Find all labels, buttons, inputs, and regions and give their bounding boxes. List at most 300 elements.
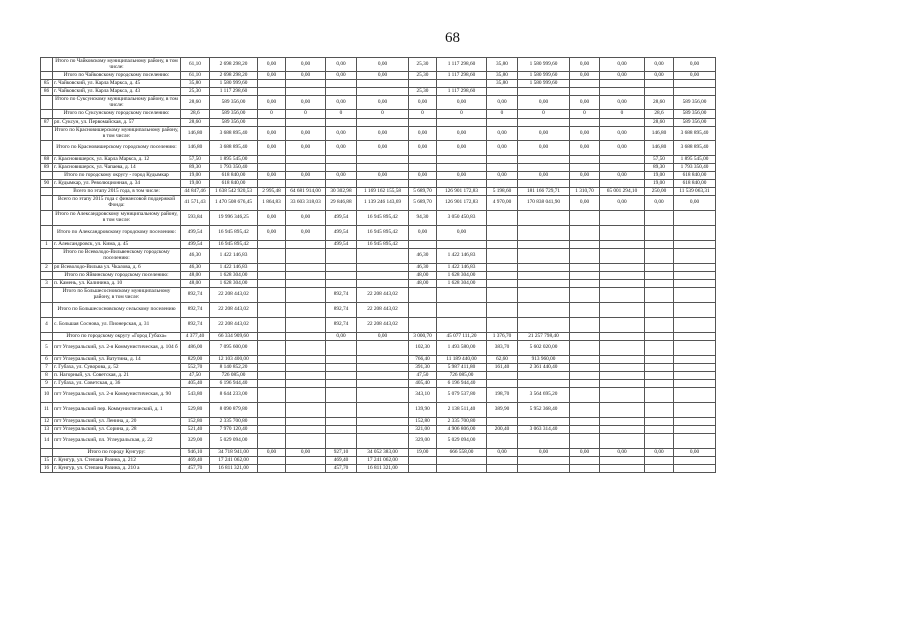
value-cell <box>326 364 357 372</box>
value-cell <box>570 418 600 426</box>
value-cell: 1 422 146,83 <box>437 264 487 272</box>
table-row <box>41 457 716 465</box>
value-cell: 3 688 895,40 <box>210 127 258 141</box>
value-cell: 0,00 <box>518 127 570 141</box>
value-cell <box>357 341 409 356</box>
value-cell: 3 063 314,40 <box>518 426 570 434</box>
value-cell: 0,00 <box>570 172 600 180</box>
value-cell: 589 356,00 <box>674 110 716 119</box>
table-row <box>41 72 716 80</box>
table-row <box>41 226 716 241</box>
address-cell: пгт Углеуральский, ул. Сорина, д. 28 <box>53 426 181 434</box>
value-cell: 0,00 <box>518 96 570 110</box>
value-cell <box>570 388 600 403</box>
value-cell: 48,00 <box>409 272 437 280</box>
value-cell: 25,30 <box>409 72 437 80</box>
value-cell <box>600 211 645 226</box>
value-cell <box>357 372 409 380</box>
value-cell: 0,00 <box>645 72 674 80</box>
value-cell: 2 698 298,20 <box>210 72 258 80</box>
value-cell <box>286 434 326 449</box>
value-cell <box>518 226 570 241</box>
value-cell <box>326 418 357 426</box>
value-cell: 44 847,46 <box>181 188 210 196</box>
row-number-cell: 14 <box>41 434 53 449</box>
value-cell: 5 079 537,80 <box>437 388 487 403</box>
row-number-cell: 87 <box>41 119 53 127</box>
value-cell: 47,50 <box>181 372 210 380</box>
table-row <box>41 172 716 180</box>
value-cell: 0,00 <box>286 172 326 180</box>
value-cell: 5 029 094,00 <box>210 434 258 449</box>
value-cell <box>326 156 357 164</box>
value-cell <box>487 418 518 426</box>
value-cell: 0,00 <box>258 127 286 141</box>
value-cell <box>326 426 357 434</box>
value-cell: 0,00 <box>286 72 326 80</box>
value-cell: 0,00 <box>286 96 326 110</box>
value-cell <box>600 180 645 188</box>
value-cell <box>286 364 326 372</box>
value-cell: 19,00 <box>645 180 674 188</box>
value-cell <box>487 180 518 188</box>
value-cell: 1 422 146,83 <box>210 249 258 264</box>
value-cell <box>258 272 286 280</box>
value-cell <box>326 264 357 272</box>
value-cell: 329,00 <box>181 434 210 449</box>
value-cell <box>437 180 487 188</box>
value-cell <box>570 119 600 127</box>
value-cell <box>674 288 716 303</box>
value-cell: 589 356,00 <box>210 110 258 119</box>
value-cell: 0,00 <box>600 127 645 141</box>
row-number-cell <box>41 226 53 241</box>
value-cell <box>674 88 716 96</box>
value-cell <box>645 380 674 388</box>
row-number-cell: 89 <box>41 164 53 172</box>
row-number-cell: 11 <box>41 403 53 418</box>
value-cell: 618 840,00 <box>674 172 716 180</box>
value-cell <box>286 264 326 272</box>
value-cell: 66 334 909,60 <box>210 333 258 341</box>
value-cell <box>286 333 326 341</box>
row-number-cell: 86 <box>41 88 53 96</box>
value-cell: 1 895 545,00 <box>210 156 258 164</box>
value-cell: 250,00 <box>645 188 674 196</box>
value-cell: 0,00 <box>645 449 674 457</box>
table-row <box>41 249 716 264</box>
value-cell: 0,00 <box>357 333 409 341</box>
address-cell: г. Губаха, ул. Советская, д. 36 <box>53 380 181 388</box>
value-cell: 1 493 580,00 <box>437 341 487 356</box>
value-cell <box>674 318 716 333</box>
value-cell: 892,74 <box>181 288 210 303</box>
value-cell <box>570 465 600 473</box>
value-cell <box>286 457 326 465</box>
address-cell: Итого по Суксунскому муниципальному району, в том числе: <box>53 96 181 110</box>
value-cell <box>570 364 600 372</box>
value-cell: 25,30 <box>409 58 437 72</box>
value-cell: 25,30 <box>409 88 437 96</box>
row-number-cell: 16 <box>41 465 53 473</box>
address-cell: Итого по Большесосновскому сельскому поселению <box>53 303 181 318</box>
value-cell <box>487 288 518 303</box>
value-cell <box>674 364 716 372</box>
value-cell <box>357 80 409 88</box>
value-cell: 1 628 304,00 <box>210 272 258 280</box>
value-cell <box>258 180 286 188</box>
value-cell: 5 987 411,80 <box>437 364 487 372</box>
table-row <box>41 434 716 449</box>
table-row <box>41 318 716 333</box>
value-cell <box>674 226 716 241</box>
value-cell: 2 335 700,80 <box>437 418 487 426</box>
value-cell: 89,30 <box>181 164 210 172</box>
value-cell: 0,00 <box>570 58 600 72</box>
row-number-cell <box>41 272 53 280</box>
value-cell <box>326 180 357 188</box>
value-cell: 1 376,70 <box>487 333 518 341</box>
value-cell: 17 241 062,00 <box>210 457 258 465</box>
value-cell <box>357 249 409 264</box>
value-cell <box>645 356 674 364</box>
value-cell <box>600 341 645 356</box>
row-number-cell <box>41 211 53 226</box>
value-cell <box>286 280 326 288</box>
value-cell: 19,00 <box>409 449 437 457</box>
value-cell: 766,40 <box>409 356 437 364</box>
value-cell <box>645 88 674 96</box>
value-cell: 0,00 <box>326 127 357 141</box>
value-cell: 1 117 298,60 <box>437 58 487 72</box>
address-cell: г. Губаха, ул. Суворова, д. 52 <box>53 364 181 372</box>
value-cell <box>258 333 286 341</box>
table-row <box>41 380 716 388</box>
value-cell <box>258 380 286 388</box>
address-cell: г. Чайковский, ул. Карла Маркса, д. 45 <box>53 80 181 88</box>
value-cell: 0,00 <box>357 58 409 72</box>
value-cell <box>357 388 409 403</box>
address-cell: Всего по этапу 2015 года, в том числе: <box>53 188 181 196</box>
value-cell <box>286 164 326 172</box>
value-cell <box>286 418 326 426</box>
value-cell: 1 895 545,00 <box>674 156 716 164</box>
value-cell: 5 952 368,40 <box>518 403 570 418</box>
value-cell: 0,00 <box>357 141 409 156</box>
value-cell <box>487 272 518 280</box>
value-cell <box>645 288 674 303</box>
value-cell <box>600 318 645 333</box>
value-cell: 62,60 <box>487 356 518 364</box>
value-cell: 321,00 <box>409 426 437 434</box>
value-cell: 2 698 298,20 <box>210 58 258 72</box>
value-cell: 0,00 <box>357 72 409 80</box>
value-cell: 6 196 944,40 <box>437 380 487 388</box>
value-cell: 57,50 <box>645 156 674 164</box>
value-cell: 0,00 <box>570 96 600 110</box>
value-cell <box>357 418 409 426</box>
value-cell: 161,40 <box>487 364 518 372</box>
value-cell <box>487 226 518 241</box>
value-cell: 198,70 <box>487 388 518 403</box>
value-cell: 0,00 <box>645 196 674 211</box>
value-cell <box>600 426 645 434</box>
value-cell: 589 356,00 <box>210 119 258 127</box>
value-cell <box>286 303 326 318</box>
value-cell <box>357 434 409 449</box>
value-cell: 499,54 <box>326 211 357 226</box>
value-cell: 0,00 <box>286 58 326 72</box>
row-number-cell: 13 <box>41 426 53 434</box>
value-cell: 1 310,70 <box>570 188 600 196</box>
value-cell <box>674 372 716 380</box>
value-cell <box>487 249 518 264</box>
value-cell: 499,54 <box>326 241 357 249</box>
value-cell <box>674 249 716 264</box>
value-cell <box>674 341 716 356</box>
table-row <box>41 141 716 156</box>
value-cell <box>258 364 286 372</box>
value-cell <box>437 241 487 249</box>
value-cell <box>645 372 674 380</box>
value-cell: 892,74 <box>326 318 357 333</box>
address-cell: Итого по городскому округу - город Кудымкар <box>53 172 181 180</box>
value-cell: 200,40 <box>487 426 518 434</box>
value-cell <box>570 303 600 318</box>
value-cell <box>518 272 570 280</box>
value-cell: 0,00 <box>674 449 716 457</box>
table-row <box>41 80 716 88</box>
value-cell <box>600 119 645 127</box>
row-number-cell <box>41 188 53 196</box>
value-cell: 469,40 <box>181 457 210 465</box>
value-cell <box>357 264 409 272</box>
value-cell <box>645 434 674 449</box>
value-cell: 0,00 <box>409 226 437 241</box>
value-cell <box>258 426 286 434</box>
value-cell <box>487 318 518 333</box>
value-cell <box>286 341 326 356</box>
value-cell: 0,00 <box>437 127 487 141</box>
value-cell <box>600 380 645 388</box>
row-number-cell <box>41 333 53 341</box>
value-cell <box>570 341 600 356</box>
value-cell <box>326 388 357 403</box>
value-cell <box>674 418 716 426</box>
value-cell: 5 602 020,00 <box>518 341 570 356</box>
value-cell: 389,90 <box>487 403 518 418</box>
value-cell: 0 <box>487 110 518 119</box>
value-cell: 22 208 443,02 <box>210 303 258 318</box>
value-cell <box>286 403 326 418</box>
value-cell <box>326 372 357 380</box>
value-cell: 19,00 <box>645 172 674 180</box>
value-cell: 1 864,83 <box>258 196 286 211</box>
value-cell <box>286 156 326 164</box>
value-cell: 383,70 <box>487 341 518 356</box>
row-number-cell: 9 <box>41 380 53 388</box>
row-number-cell: 10 <box>41 388 53 403</box>
value-cell: 666 558,00 <box>437 449 487 457</box>
value-cell: 48,00 <box>181 272 210 280</box>
value-cell: 1 422 146,83 <box>437 249 487 264</box>
value-cell: 1 117 298,60 <box>210 88 258 96</box>
value-cell <box>258 241 286 249</box>
value-cell <box>357 403 409 418</box>
value-cell <box>258 303 286 318</box>
value-cell <box>487 164 518 172</box>
value-cell <box>570 88 600 96</box>
value-cell: 22 208 443,02 <box>357 288 409 303</box>
value-cell: 0,00 <box>326 72 357 80</box>
value-cell: 0 <box>286 110 326 119</box>
value-cell <box>258 418 286 426</box>
value-cell <box>570 434 600 449</box>
table-row <box>41 264 716 272</box>
value-cell: 0,00 <box>487 141 518 156</box>
value-cell <box>258 280 286 288</box>
value-cell <box>326 164 357 172</box>
value-cell: 892,74 <box>326 303 357 318</box>
value-cell <box>487 211 518 226</box>
value-cell: 0,00 <box>286 449 326 457</box>
row-number-cell <box>41 449 53 457</box>
value-cell <box>518 288 570 303</box>
table-row <box>41 372 716 380</box>
value-cell: 0,00 <box>409 127 437 141</box>
address-cell: пгт Углеуральский, ул. 2-я Коммунистическая, д. 104 б <box>53 341 181 356</box>
value-cell <box>645 211 674 226</box>
address-cell: г. Чайковский, ул. Карла Маркса, д. 43 <box>53 88 181 96</box>
value-cell <box>518 457 570 465</box>
value-cell <box>487 303 518 318</box>
value-cell: 152,80 <box>181 418 210 426</box>
value-cell <box>600 356 645 364</box>
value-cell <box>674 211 716 226</box>
value-cell: 618 840,00 <box>210 180 258 188</box>
value-cell: 552,70 <box>181 364 210 372</box>
value-cell: 0,00 <box>570 127 600 141</box>
value-cell <box>645 364 674 372</box>
value-cell: 5 198,60 <box>487 188 518 196</box>
value-cell: 0,00 <box>357 96 409 110</box>
value-cell <box>570 457 600 465</box>
row-number-cell: 6 <box>41 356 53 364</box>
table-row <box>41 119 716 127</box>
value-cell: 4 970,00 <box>487 196 518 211</box>
value-cell: 913 960,00 <box>518 356 570 364</box>
value-cell: 391,30 <box>409 364 437 372</box>
value-cell: 41 571,43 <box>181 196 210 211</box>
value-cell: 146,80 <box>645 141 674 156</box>
value-cell: 34 718 941,00 <box>210 449 258 457</box>
address-cell: Итого по Большесосновскому муниципальному району, в том числе: <box>53 288 181 303</box>
value-cell <box>437 457 487 465</box>
value-cell <box>357 180 409 188</box>
value-cell: 3 564 695,20 <box>518 388 570 403</box>
value-cell <box>518 380 570 388</box>
value-cell: 0,00 <box>570 72 600 80</box>
value-cell: 0,00 <box>674 72 716 80</box>
value-cell <box>645 418 674 426</box>
address-cell: рп. Суксун, ул. Первомайская, д. 57 <box>53 119 181 127</box>
value-cell <box>518 372 570 380</box>
value-cell <box>645 249 674 264</box>
value-cell: 22 208 443,02 <box>210 318 258 333</box>
value-cell: 0,00 <box>258 58 286 72</box>
value-cell: 0,00 <box>600 196 645 211</box>
address-cell: Итого по Красновишерскому городскому поселению: <box>53 141 181 156</box>
value-cell: 1 117 298,60 <box>437 72 487 80</box>
value-cell: 89,30 <box>645 164 674 172</box>
value-cell <box>258 388 286 403</box>
value-cell <box>600 434 645 449</box>
value-cell <box>645 457 674 465</box>
value-cell <box>600 333 645 341</box>
value-cell: 405,40 <box>409 380 437 388</box>
value-cell <box>286 380 326 388</box>
table-row <box>41 356 716 364</box>
value-cell: 0,00 <box>326 58 357 72</box>
address-cell: пгт Углеуральский, ул. Ватутина, д. 14 <box>53 356 181 364</box>
value-cell <box>326 356 357 364</box>
table-row <box>41 288 716 303</box>
value-cell: 469,40 <box>326 457 357 465</box>
value-cell: 499,54 <box>181 226 210 241</box>
table-row <box>41 388 716 403</box>
value-cell <box>487 119 518 127</box>
value-cell: 1 638 542 920,53 <box>210 188 258 196</box>
value-cell <box>286 388 326 403</box>
value-cell: 521,40 <box>181 426 210 434</box>
value-cell: 46,30 <box>181 264 210 272</box>
value-cell: 405,40 <box>181 380 210 388</box>
value-cell: 28,60 <box>645 96 674 110</box>
address-cell: Итого по Чайковскому муниципальному району, в том числе: <box>53 58 181 72</box>
value-cell <box>600 372 645 380</box>
value-cell: 33 603 318,03 <box>286 196 326 211</box>
value-cell: 343,10 <box>409 388 437 403</box>
value-cell <box>600 88 645 96</box>
value-cell <box>600 457 645 465</box>
value-cell <box>600 249 645 264</box>
value-cell: 19 996 346,25 <box>210 211 258 226</box>
value-cell <box>437 303 487 318</box>
value-cell <box>570 356 600 364</box>
value-cell <box>258 465 286 473</box>
value-cell: 0,00 <box>570 141 600 156</box>
row-number-cell: 8 <box>41 372 53 380</box>
value-cell: 146,80 <box>181 141 210 156</box>
table-row <box>41 364 716 372</box>
value-cell: 0,00 <box>437 96 487 110</box>
value-cell: 1 793 350,40 <box>674 164 716 172</box>
value-cell <box>258 403 286 418</box>
value-cell: 16 945 895,42 <box>210 226 258 241</box>
row-number-cell: 5 <box>41 341 53 356</box>
value-cell <box>518 318 570 333</box>
value-cell <box>674 457 716 465</box>
value-cell <box>600 226 645 241</box>
value-cell <box>286 88 326 96</box>
value-cell <box>518 156 570 164</box>
value-cell <box>357 164 409 172</box>
value-cell <box>600 418 645 426</box>
value-cell: 892,74 <box>181 303 210 318</box>
row-number-cell: 15 <box>41 457 53 465</box>
value-cell: 0,00 <box>600 58 645 72</box>
value-cell <box>600 156 645 164</box>
